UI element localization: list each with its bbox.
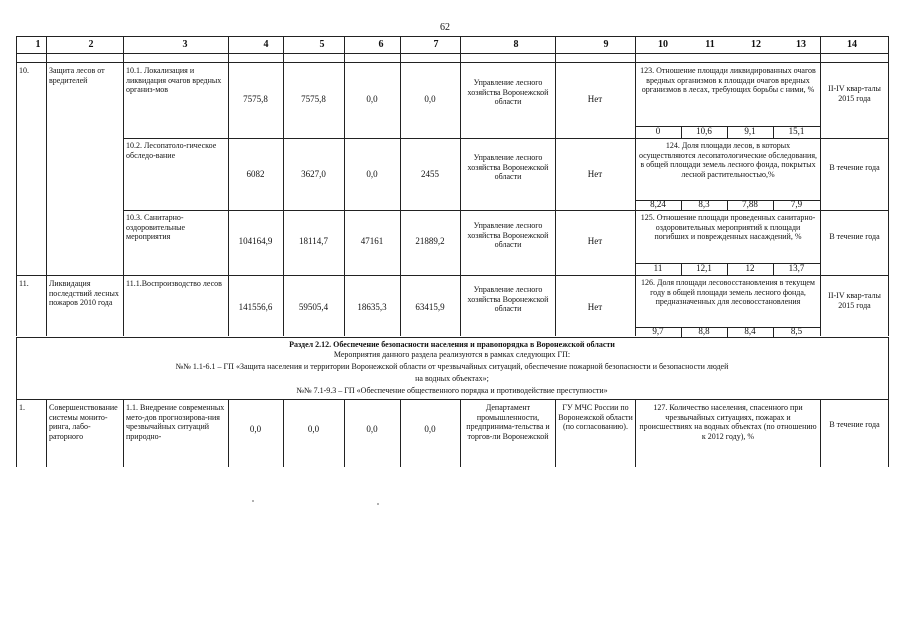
col-3: 3 (182, 39, 188, 50)
term: В течение года (829, 163, 880, 172)
measure-name: Защита лесов от вредителей (49, 66, 105, 85)
value-c4: 141556,6 (238, 303, 273, 312)
indicator: 126. Доля площади лесовосстановления в текущем году в общей площади земель лесного фонда, предназначенных для лесовосстановления (641, 278, 815, 306)
value-c7: 63415,9 (415, 303, 445, 312)
col-14: 14 (847, 39, 857, 50)
indicator-v10: 8,24 (650, 200, 666, 209)
value-c4: 7575,8 (243, 95, 268, 104)
row-num: 11. (19, 279, 29, 288)
row-num: 10. (19, 66, 29, 75)
term: В течение года (829, 232, 880, 241)
col-5: 5 (319, 39, 325, 50)
section-line-1: Мероприятия данного раздела реализуются в рамках следующих ГП: (333, 350, 571, 359)
measure-name: Ликвидация последствий лесных пожаров 2010 года (49, 279, 119, 307)
col-9: 9 (603, 39, 609, 50)
col-6: 6 (378, 39, 384, 50)
row-num: 1. (19, 403, 25, 412)
submeasure: 10.2. Лесопатоло-гическое обследо-вание (126, 141, 217, 160)
col-2: 2 (88, 39, 94, 50)
value-c9: Нет (587, 303, 603, 312)
value-c5: 18114,7 (299, 237, 328, 246)
value-c6: 0,0 (366, 95, 378, 104)
indicator-v13: 13,7 (788, 264, 805, 273)
page-number: 62 (440, 22, 450, 33)
value-c6: 0,0 (366, 425, 378, 434)
indicator: 123. Отношение площади ликвидированных очагов вредных организмов к площади очагов вредных организмов в лесах, требующих борьбы с ними, % (640, 66, 816, 94)
col-12: 12 (751, 39, 761, 50)
scan-speck (377, 503, 379, 505)
indicator-v10: 11 (653, 264, 663, 273)
indicator-v10: 0 (655, 127, 661, 136)
scan-speck (252, 500, 254, 502)
value-c9: Нет (587, 237, 603, 246)
section-line-3: на водных объектах»; (415, 374, 489, 383)
indicator-v13: 15,1 (788, 127, 805, 136)
value-c9: ГУ МЧС России по Воронежской области (по согласованию). (558, 403, 633, 431)
col-8: 8 (513, 39, 519, 50)
value-c9: Нет (587, 170, 603, 179)
term: В течение года (829, 420, 880, 429)
value-c6: 0,0 (366, 170, 378, 179)
value-c7: 2455 (421, 170, 439, 179)
indicator-v12: 12 (745, 264, 755, 273)
executor: Департамент промышленности, предпринима-тельства и торгов-ли Воронежской (466, 403, 550, 441)
value-c5: 7575,8 (301, 95, 326, 104)
indicator-v13: 8,5 (790, 327, 803, 336)
indicator: 125. Отношение площади проведенных санитарно-оздоровительных мероприятий к площади погибших и поврежденных насаждений, % (640, 213, 816, 241)
indicator-v12: 9,1 (744, 127, 756, 136)
indicator-v11: 10,6 (696, 127, 712, 136)
submeasure: 11.1.Воспроизводство лесов (126, 279, 222, 288)
indicator: 127. Количество населения, спасенного при чрезвычайных ситуациях, пожарах и происшествиях на водных объектах (по отношению к 2012 году), % (639, 403, 817, 441)
value-c5: 59505,4 (298, 303, 329, 312)
value-c6: 47161 (360, 237, 384, 246)
indicator: 124. Доля площади лесов, в которых осуществляются лесопатологические обследования, в общей площади земель лесного фонда, покрытых лесной растительностью,% (638, 141, 818, 179)
col-10: 10 (658, 39, 668, 50)
submeasure: 10.3. Санитарно-оздоровительные мероприятия (126, 213, 186, 241)
term: II-IV квар-талы 2015 года (828, 291, 881, 310)
value-c7: 0,0 (424, 425, 436, 434)
indicator-v12: 8,4 (744, 327, 756, 336)
section-line-4: №№ 7.1-9.3 – ГП «Обеспечение общественного порядка и противодействие преступности» (296, 386, 608, 395)
executor: Управление лесного хозяйства Воронежской области (467, 285, 549, 313)
col-13: 13 (796, 39, 806, 50)
indicator-v11: 8,3 (698, 200, 710, 209)
table-header (16, 36, 888, 54)
indicator-v10: 9,7 (652, 327, 664, 336)
executor: Управление лесного хозяйства Воронежской области (467, 221, 549, 249)
value-c7: 0,0 (424, 95, 436, 104)
indicator-v11: 12,1 (696, 264, 712, 273)
section-title: Раздел 2.12. Обеспечение безопасности населения и правопорядка в Воронежской области (289, 340, 615, 349)
submeasure: 10.1. Локализация и ликвидация очагов вредных организ-мов (126, 66, 222, 94)
value-c7: 21889,2 (415, 237, 445, 246)
col-4: 4 (263, 39, 269, 50)
value-c5: 3627,0 (301, 170, 326, 179)
indicator-v11: 8,8 (698, 327, 710, 336)
indicator-v13: 7,9 (790, 200, 803, 209)
submeasure: 1.1. Внедрение современных мето-дов прогнозирова-ния чрезвычайных ситуаций природно- (126, 403, 225, 441)
value-c4: 6082 (246, 170, 265, 179)
value-c9: Нет (587, 95, 603, 104)
executor: Управление лесного хозяйства Воронежской области (467, 78, 549, 106)
value-c4: 104164,9 (238, 237, 273, 246)
value-c5: 0,0 (307, 425, 320, 434)
col-7: 7 (433, 39, 439, 50)
col-11: 11 (705, 39, 715, 50)
term: II-IV квар-талы 2015 года (828, 84, 881, 103)
measure-name: Совершенствование системы монито-ринга, лабо-раторного (49, 403, 118, 441)
value-c6: 18635,3 (357, 303, 387, 312)
value-c4: 0,0 (249, 425, 262, 434)
section-line-2: №№ 1.1-6.1 – ГП «Защита населения и территории Воронежской области от чрезвычайных ситуаций, обеспечение пожарной безопасности и безопасности людей (175, 362, 729, 371)
executor: Управление лесного хозяйства Воронежской области (467, 153, 549, 181)
indicator-v12: 7,88 (742, 200, 758, 209)
col-1: 1 (35, 39, 41, 50)
